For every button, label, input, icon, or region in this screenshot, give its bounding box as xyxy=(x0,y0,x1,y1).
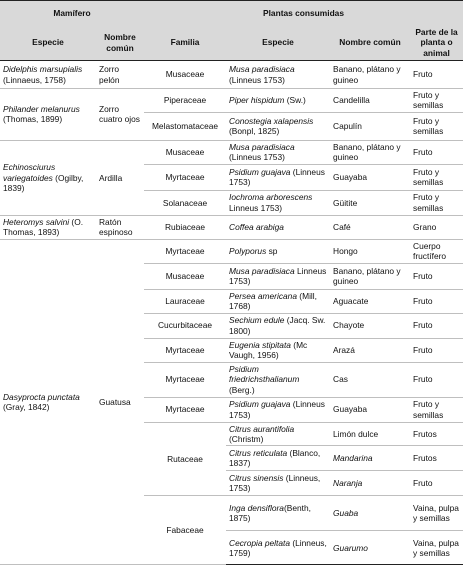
plant-species xyxy=(226,112,330,140)
mammal-species-name: Heteromys salvini xyxy=(3,216,70,227)
plant-family: Fabaceae xyxy=(144,496,226,565)
plant-part: Frutos xyxy=(410,446,463,471)
plant-part: Grano xyxy=(410,215,463,239)
plant-part: Fruto y semillas xyxy=(410,397,463,422)
plant-species xyxy=(226,89,330,113)
plant-family: Myrtaceae xyxy=(144,362,226,397)
plant-species-name: Citrus reticulata xyxy=(229,448,288,459)
mammal-species xyxy=(0,140,96,215)
plant-species xyxy=(226,289,330,313)
plant-species-name: Psidium friedrichsthalianum xyxy=(229,364,300,385)
mammal-common-name: Ardilla xyxy=(96,140,144,215)
mammal-species xyxy=(0,215,96,239)
plant-common-name: Capulín xyxy=(330,112,410,140)
plant-species xyxy=(226,61,330,89)
plant-common-name: Banano, plátano y guineo xyxy=(330,263,410,289)
plant-family: Cucurbitaceae xyxy=(144,313,226,338)
plant-common-name: Limón dulce xyxy=(330,422,410,446)
plant-species-name: Eugenia stipitata xyxy=(229,339,291,350)
plant-family: Rubiaceae xyxy=(144,215,226,239)
plant-species-author: Linneus 1753) xyxy=(229,265,327,287)
plant-common-name: Guayaba xyxy=(330,397,410,422)
plant-species-name: Iochroma arborescens xyxy=(229,192,313,203)
mammal-species xyxy=(0,61,96,89)
plant-species-name: Piper hispidum xyxy=(229,95,285,106)
plant-species-author: (Blanco, 1837) xyxy=(229,448,321,469)
mammal-common-name: Zorro pelón xyxy=(96,61,144,89)
plant-species-name: Cecropia peltata xyxy=(229,537,291,548)
plant-species-name: Musa paradisiaca xyxy=(229,64,295,75)
plant-species-name: Musa paradisiaca xyxy=(229,265,295,276)
plant-family: Melastomataceae xyxy=(144,112,226,140)
plant-common-name: Banano, plátano y guineo xyxy=(330,61,410,89)
plant-species-name: Persea americana xyxy=(229,290,297,301)
plant-species xyxy=(226,164,330,190)
plant-part: Fruto xyxy=(410,338,463,362)
mammal-species-name: Dasyprocta punctata xyxy=(3,391,80,402)
plant-part: Fruto y semillas xyxy=(410,112,463,140)
plant-species-name: Psidium guajava xyxy=(229,166,291,177)
header-familia: Familia xyxy=(144,25,226,61)
header-parte: Parte de la planta o animal xyxy=(410,25,463,61)
plant-common-name: Hongo xyxy=(330,239,410,263)
plant-common-name: Guaba xyxy=(330,496,410,531)
plant-species xyxy=(226,338,330,362)
plant-common-name: Mandarina xyxy=(330,446,410,471)
plant-species xyxy=(226,531,330,565)
plant-part: Fruto y semillas xyxy=(410,164,463,190)
plant-part: Fruto xyxy=(410,289,463,313)
plant-common-name: Naranja xyxy=(330,471,410,496)
header-mamifero: Mamífero xyxy=(0,1,144,26)
plant-species-author: (Linneus 1753) xyxy=(229,166,325,188)
header-nombre-comun: Nombre común xyxy=(96,25,144,61)
plant-species-author: (Mill, 1768) xyxy=(229,290,317,312)
plant-part: Cuerpo fructífero xyxy=(410,239,463,263)
mammal-species-author: (Ogilby, 1839) xyxy=(3,172,84,194)
plant-part: Fruto xyxy=(410,313,463,338)
header-plantas-consumidas: Plantas consumidas xyxy=(144,1,463,26)
plant-species-name: Polyporus xyxy=(229,246,267,257)
plant-common-name: Aguacate xyxy=(330,289,410,313)
mammal-species-name: Echinosciurus variegatoides xyxy=(3,162,56,183)
plant-species-author: sp xyxy=(266,246,278,257)
plant-part: Fruto xyxy=(410,140,463,164)
plant-species xyxy=(226,471,330,496)
plant-family: Myrtaceae xyxy=(144,239,226,263)
plant-species-author: (Linneus 1753) xyxy=(229,152,285,163)
plant-common-name: Banano, plátano y guineo xyxy=(330,140,410,164)
plant-species-name: Citrus aurantifolia xyxy=(229,423,295,434)
plant-common-name: Güitite xyxy=(330,190,410,215)
plant-common-name: Guarumo xyxy=(330,531,410,565)
plant-part: Fruto xyxy=(410,362,463,397)
plant-part: Fruto y semillas xyxy=(410,190,463,215)
mammal-species-author: (O. Thomas, 1893) xyxy=(3,216,84,238)
plant-common-name: Guayaba xyxy=(330,164,410,190)
plant-part: Vaina, pulpa y semillas xyxy=(410,531,463,565)
mammal-species-name: Philander melanurus xyxy=(3,104,80,114)
plant-species-name: Psidium guajava xyxy=(229,399,291,410)
plant-species-name: Musa paradisiaca xyxy=(229,141,295,152)
plant-species xyxy=(226,313,330,338)
plant-species-author: (Bonpl, 1825) xyxy=(229,126,280,137)
plant-common-name: Chayote xyxy=(330,313,410,338)
plant-species-name: Citrus sinensis xyxy=(229,473,284,484)
plant-common-name: Candelilla xyxy=(330,89,410,113)
plant-species-name: Inga densiflora xyxy=(229,503,284,514)
plant-part: Fruto xyxy=(410,263,463,289)
plant-species-author: (Linneus 1753) xyxy=(229,74,285,85)
plant-family: Piperaceae xyxy=(144,89,226,113)
plant-species-author: (Berg.) xyxy=(229,384,255,395)
mammal-species xyxy=(0,89,96,141)
mammal-common-name: Ratón espinoso xyxy=(96,215,144,239)
plant-part: Fruto y semillas xyxy=(410,89,463,113)
plant-species-author: (Sw.) xyxy=(284,95,306,106)
plant-species xyxy=(226,190,330,215)
plant-species xyxy=(226,422,330,446)
plant-family: Myrtaceae xyxy=(144,338,226,362)
plant-common-name: Café xyxy=(330,215,410,239)
plant-species-name: Sechium edule xyxy=(229,315,285,326)
mammal-species-author: (Gray, 1842) xyxy=(3,402,50,413)
plant-species-author: (Linneus, 1753) xyxy=(229,473,321,494)
plant-species-author: (Linneus, 1759) xyxy=(229,537,327,558)
plant-species-author: (Christm) xyxy=(229,434,264,445)
mammal-species-author: (Linnaeus, 1758) xyxy=(3,74,66,85)
plant-family: Lauraceae xyxy=(144,289,226,313)
mammal-common-name: Zorro cuatro ojos xyxy=(96,89,144,141)
plant-species xyxy=(226,397,330,422)
plant-species xyxy=(226,140,330,164)
plant-species-author: Linneus 1753) xyxy=(229,202,283,213)
plant-part: Vaina, pulpa y semillas xyxy=(410,496,463,531)
plant-part: Frutos xyxy=(410,422,463,446)
plant-species xyxy=(226,446,330,471)
plant-family: Rutaceae xyxy=(144,422,226,496)
mammal-common-name: Guatusa xyxy=(96,239,144,565)
plant-species xyxy=(226,239,330,263)
plant-part: Fruto xyxy=(410,61,463,89)
plant-species-author: (Benth, 1875) xyxy=(229,503,311,524)
plant-family: Myrtaceae xyxy=(144,397,226,422)
plant-common-name: Arazá xyxy=(330,338,410,362)
mammal-species-name: Didelphis marsupialis xyxy=(3,64,83,75)
plant-part: Fruto xyxy=(410,471,463,496)
plant-family: Musaceae xyxy=(144,61,226,89)
mammal-species xyxy=(0,239,96,565)
header-especie-planta: Especie xyxy=(226,25,330,61)
plant-species-name: Coffea arabiga xyxy=(229,222,284,233)
plant-species xyxy=(226,496,330,531)
plant-species-name: Conostegia xalapensis xyxy=(229,115,314,126)
plant-family: Musaceae xyxy=(144,140,226,164)
plant-family: Solanaceae xyxy=(144,190,226,215)
header-especie: Especie xyxy=(0,25,96,61)
plant-family: Myrtaceae xyxy=(144,164,226,190)
plant-species-author: (Mc Vaugh, 1956) xyxy=(229,339,308,361)
plant-species-author: (Jacq. Sw. 1800) xyxy=(229,315,326,336)
plant-species xyxy=(226,215,330,239)
plant-species xyxy=(226,263,330,289)
plant-species-author: (Linneus 1753) xyxy=(229,399,325,420)
plant-family: Musaceae xyxy=(144,263,226,289)
header-nombre-comun-planta: Nombre común xyxy=(330,25,410,61)
plant-common-name: Cas xyxy=(330,362,410,397)
plant-species xyxy=(226,362,330,397)
mammal-species-author: (Thomas, 1899) xyxy=(3,114,63,125)
